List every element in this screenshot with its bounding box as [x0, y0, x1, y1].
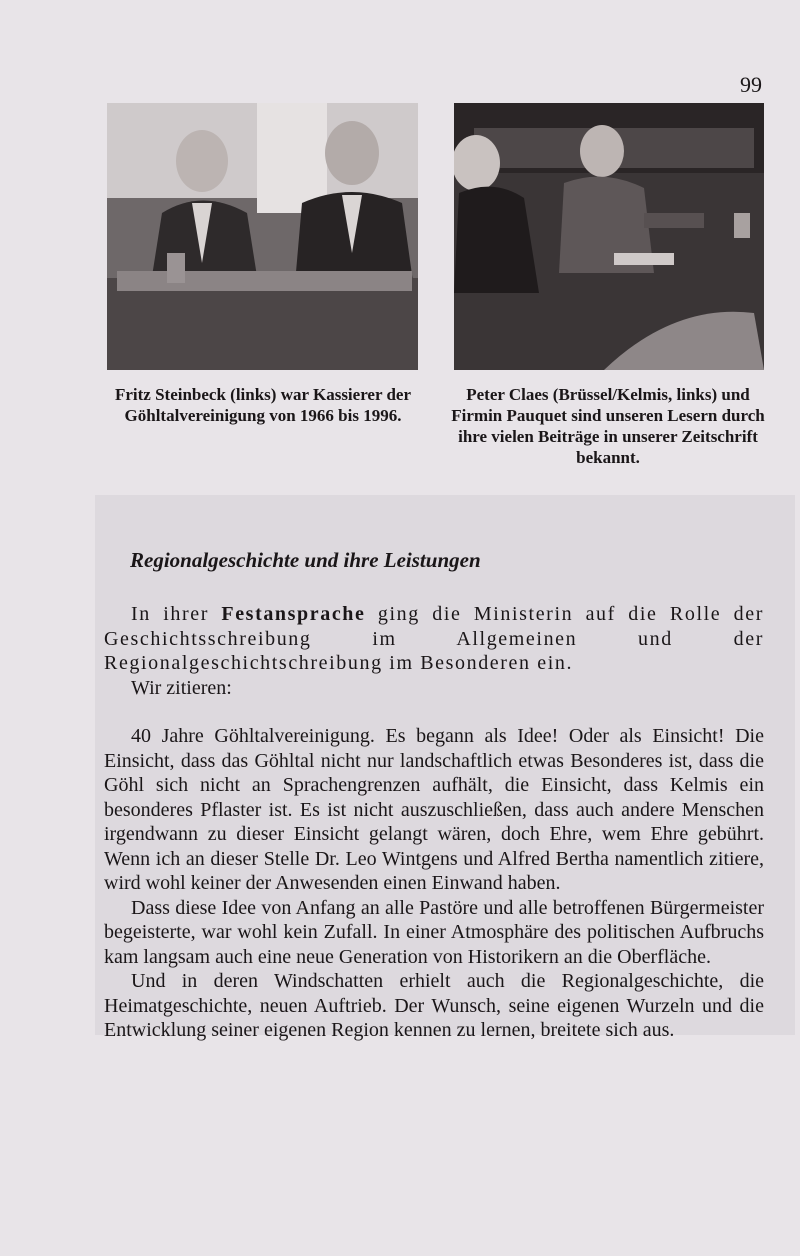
photo-caption-left: Fritz Steinbeck (links) war Kassierer der Göhltalvereinigung von 1966 bis 1996.: [114, 385, 412, 425]
paragraph-quote-2: Dass diese Idee von Anfang an alle Pastöre und alle betroffenen Bürgermeister begeisterte, war wohl kein Zufall. In einer Atmosphäre des politischen Aufbruchs kam langsam auch eine neue Generation von Historikern an die Oberfläche.: [104, 896, 764, 968]
article-body: [104, 602, 764, 1043]
section-heading: Regionalgeschichte und ihre Leistungen: [130, 548, 481, 572]
paragraph-festansprache: In ihrer Festansprache ging die Ministerin auf die Rolle der Geschichtsschreibung im Allgemeinen und der Regionalgeschichtschreibung im Besonderen ein.: [104, 603, 764, 674]
paragraph-quote-1: 40 Jahre Göhltalvereinigung. Es begann als Idee! Oder als Einsicht! Die Einsicht, dass das Göhltal nicht nur landschaftlich etwas Besonderes ist, dass die Göhl sich nicht an Sprachengrenzen aufhält, die Einsicht, dass Kelmis ein besonderes Pflaster ist. Es ist nicht auszuschließen, dass auch andere Menschen irgendwann zu dieser Einsicht gelangt wären, doch Ehre, wem Ehre gebührt. Wenn ich an dieser Stelle Dr. Leo Wintgens und Alfred Bertha namentlich zitiere, wird wohl keiner der Anwesenden einen Einwand haben.: [104, 725, 764, 894]
paragraph-quote-3: Und in deren Windschatten erhielt auch die Regionalgeschichte, die Heimatgeschichte, neuen Auftrieb. Der Wunsch, seine eigenen Wurzeln und die Entwicklung seiner eigenen Region kennen zu lernen, breitete sich aus.: [104, 970, 764, 1041]
photo-peter-claes-firmin-pauquet: [454, 103, 764, 370]
paragraph-wir-zitieren: Wir zitieren:: [131, 676, 232, 699]
bold-term: Festansprache: [221, 603, 366, 625]
photo-fritz-steinbeck: [107, 103, 418, 370]
photo-caption-right: Peter Claes (Brüssel/Kelmis, links) und Firmin Pauquet sind unseren Lesern durch ihre vielen Beiträge in unserer Zeitschrift bekannt.: [451, 385, 765, 467]
page-number: 99: [740, 72, 762, 97]
